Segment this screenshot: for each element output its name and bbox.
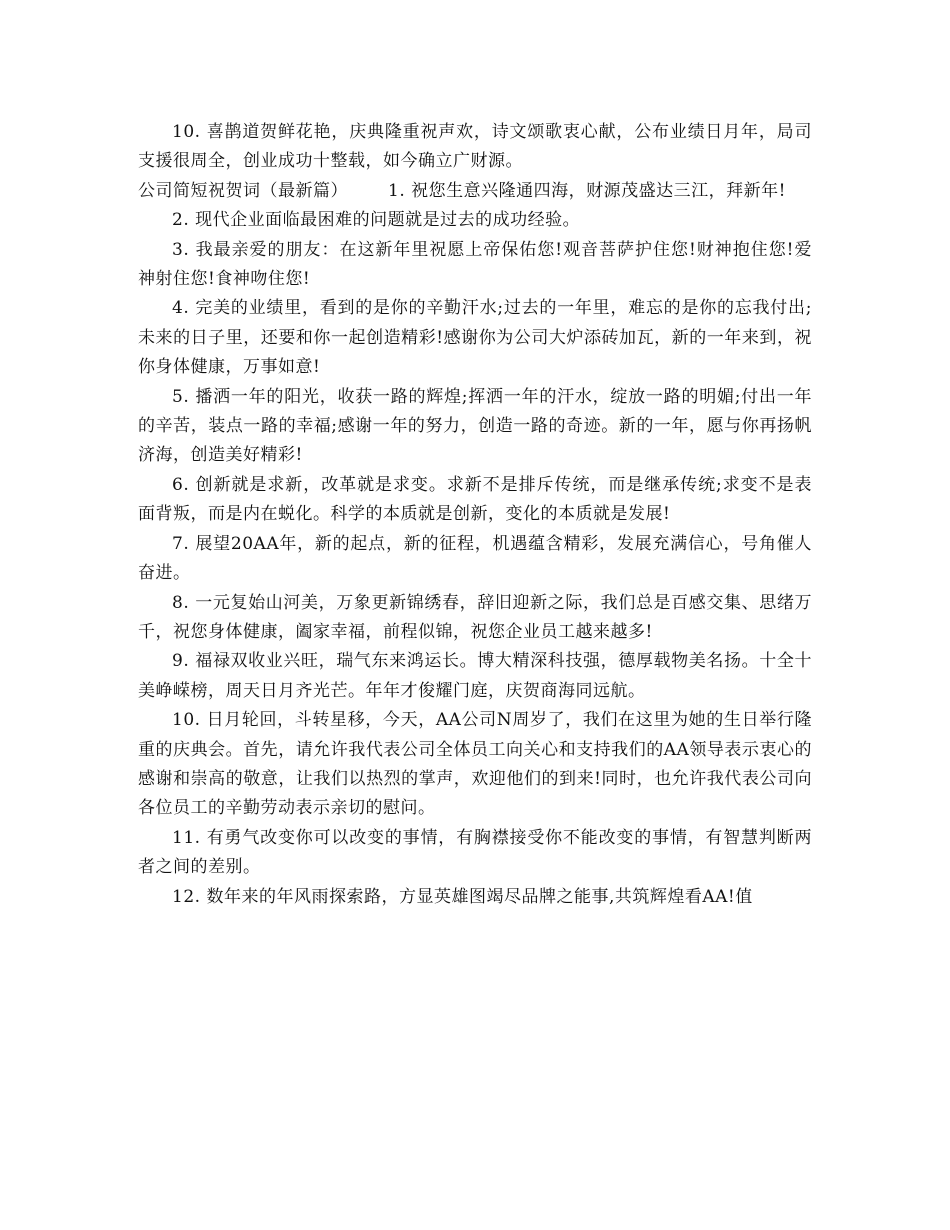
paragraph-12: 12. 数年来的年风雨探索路，方显英雄图竭尽品牌之能事,共筑辉煌看AA!值 <box>172 886 753 907</box>
paragraph-8: 8. 一元复始山河美，万象更新锦绣春，辞旧迎新之际，我们总是百感交集、思绪万千，祝您身体健康，阖家幸福，前程似锦，祝您企业员工越来越多! <box>138 592 812 642</box>
paragraph-11: 11. 有勇气改变你可以改变的事情，有胸襟接受你不能改变的事情，有智慧判断两者之间的差别。 <box>138 827 812 878</box>
paragraph-6: 6. 创新就是求新，改革就是求变。求新不是排斥传统，而是继承传统;求变不是表面背叛，而是内在蜕化。科学的本质就是创新，变化的本质就是发展! <box>138 474 812 525</box>
section-title: 公司简短祝贺词（最新篇） <box>138 180 348 201</box>
paragraph-9: 9. 福禄双收业兴旺，瑞气东来鸿运长。博大精深科技强，德厚载物美名扬。十全十美峥嵘榜，周天日月齐光芒。年年才俊耀门庭，庆贺商海同远航。 <box>138 651 812 701</box>
paragraph-10-second: 10. 日月轮回，斗转星移，今天，AA公司N周岁了，我们在这里为她的生日举行隆重的庆典会。首先，请允许我代表公司全体员工向关心和支持我们的AA领导表示衷心的感谢和崇高的敬意，让我们以热烈的掌声，欢迎他们的到来!同时，也允许我代表公司向各位员工的辛勤劳动表示亲切的慰问。 <box>138 710 812 819</box>
paragraph-2: 2. 现代企业面临最困难的问题就是过去的成功经验。 <box>172 210 581 231</box>
paragraph-7: 7. 展望20AA年，新的起点，新的征程，机遇蕴含精彩，发展充满信心，号角催人奋进。 <box>138 533 812 584</box>
paragraph-title-and-1 <box>138 177 812 206</box>
paragraph-10-first: 10. 喜鹊道贺鲜花艳，庆典隆重祝声欢，诗文颂歌衷心献，公布业绩日月年，局司支援很周全，创业成功十整载，如今确立广财源。 <box>138 122 812 172</box>
paragraph-5: 5. 播洒一年的阳光，收获一路的辉煌;挥洒一年的汗水，绽放一路的明媚;付出一年的辛苦，装点一路的幸福;感谢一年的努力，创造一路的奇迹。新的一年，愿与你再扬帆济海，创造美好精彩! <box>138 386 812 466</box>
paragraph-4: 4. 完美的业绩里，看到的是你的辛勤汗水;过去的一年里，难忘的是你的忘我付出;未来的日子里，还要和你一起创造精彩!感谢你为公司大炉添砖加瓦，新的一年来到，祝你身体健康，万事如意! <box>138 298 812 378</box>
paragraph-1-text: 1. 祝您生意兴隆通四海，财源茂盛达三江，拜新年! <box>388 180 786 201</box>
paragraph-3: 3. 我最亲爱的朋友：在这新年里祝愿上帝保佑您!观音菩萨护住您!财神抱住您!爱神射住您!食神吻住您! <box>138 239 812 290</box>
